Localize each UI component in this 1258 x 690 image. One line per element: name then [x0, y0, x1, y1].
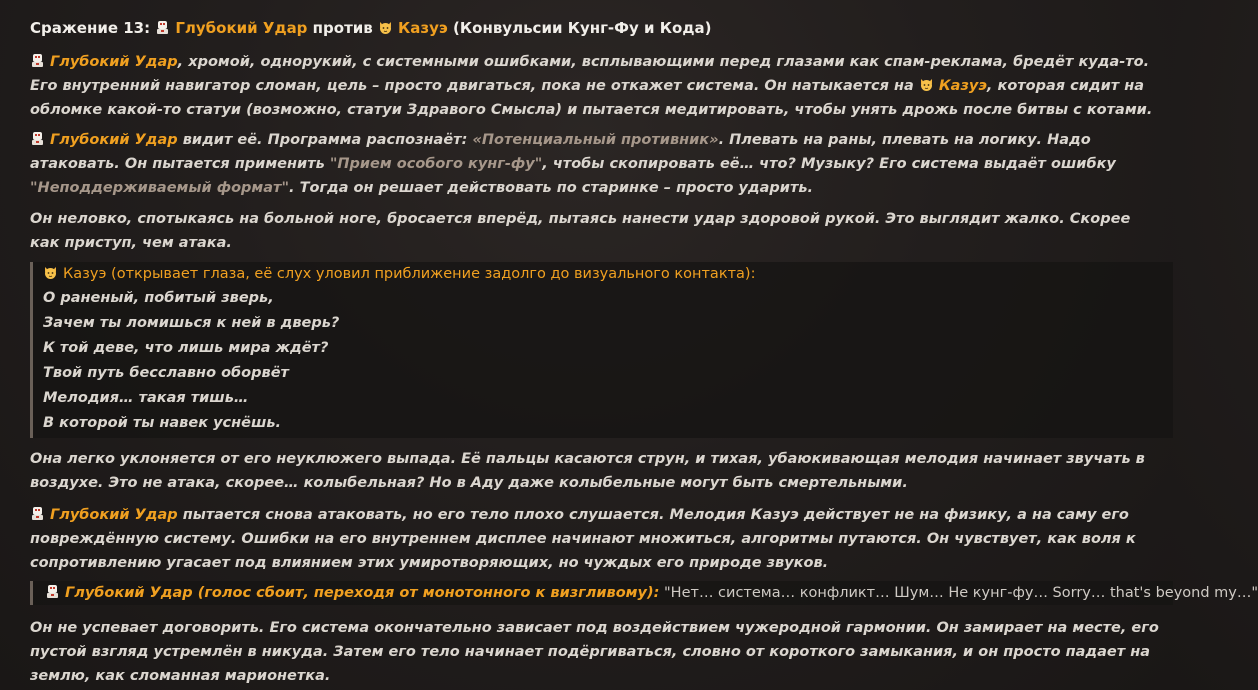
cat-icon — [43, 264, 58, 279]
paragraph-text: , хромой, однорукий, с системными ошибками, всплывающими перед глазами как спам-реклама, бредёт куда-то. Его внутренний навигатор сломан, цель – просто двигаться, пока не откажет система. Он натыкается на — [30, 54, 1150, 94]
robot-icon — [30, 52, 45, 67]
paragraph-1 — [30, 50, 1164, 122]
battle-subtitle: (Конвульсии Кунг-Фу и Кода) — [453, 19, 712, 37]
quoted-text: «Потенциальный противник» — [472, 132, 719, 148]
paragraph-text: видит её. Программа распознаёт: — [182, 132, 468, 148]
paragraph-6: Он не успевает договорить. Его система окончательно зависает под воздействием чужеродной гармонии. Он замирает на месте, его пустой взгляд устремлён в никуда. Затем его тело начинает подёргиваться, словно от короткого замыкания, и он просто падает на землю, как сломанная марионетка. — [30, 620, 1159, 684]
song-block — [30, 262, 1173, 438]
song-line: Зачем ты ломишься к ней в дверь? — [43, 315, 340, 331]
fighter1-name: Глубокий Удар — [175, 19, 308, 37]
paragraph-text: , которая сидит на обломке какой-то статуи (возможно, статуи Здравого Смысла) и пытается медитировать, чтобы унять дрожь после битвы с котами. — [30, 78, 1153, 118]
paragraph-4: Она легко уклоняется от его неуклюжего выпада. Её пальцы касаются струн, и тихая, убаюкивающая мелодия начинает звучать в воздухе. Это не атака, скорее… колыбельная? Но в Аду даже колыбельные могут быть смертельными. — [30, 451, 1145, 491]
cat-icon — [919, 76, 934, 91]
song-line: В которой ты навек уснёшь. — [43, 415, 282, 431]
versus-label: против — [312, 19, 373, 37]
paragraph-5 — [30, 503, 1164, 575]
paragraph-text: . Тогда он решает действовать по старинке – просто ударить. — [289, 180, 814, 196]
battle-number: Сражение 13: — [30, 19, 151, 37]
speech-block — [30, 581, 1258, 605]
paragraph-text: пытается снова атаковать, но его тело плохо слушается. Мелодия Казуэ действует не на физику, а на саму его повреждённую систему. Ошибки на его внутреннем дисплее начинают множиться, алгоритмы путаются. Он чувствует, как воля к сопротивлению угасает под влиянием этих умиротворяющих, но чуждых его природе звуков. — [30, 507, 1136, 571]
fighter1-mention: Глубокий Удар — [50, 132, 178, 148]
song-line: К той деве, что лишь мира ждёт? — [43, 340, 329, 356]
song-line: Твой путь бесславно оборвёт — [43, 365, 289, 381]
song-line: Мелодия… такая тишь… — [43, 390, 249, 406]
paragraph-3: Он неловко, спотыкаясь на больной ноге, бросается вперёд, пытаясь нанести удар здоровой рукой. Это выглядит жалко. Скорее как приступ, чем атака. — [30, 211, 1131, 251]
paragraph-text: . Плевать на раны, плевать на логику. Надо атаковать. Он пытается применить — [30, 132, 1091, 172]
robot-icon — [45, 583, 60, 598]
robot-icon — [30, 130, 45, 145]
fighter2-mention: Казуэ — [938, 78, 987, 94]
fighter2-name: Казуэ — [398, 19, 448, 37]
quoted-text: "Прием особого кунг-фу" — [329, 156, 543, 172]
song-line: О раненый, побитый зверь, — [43, 290, 274, 306]
robot-icon — [30, 505, 45, 520]
paragraph-text: , чтобы скопировать её… что? Музыку? Его система выдаёт ошибку — [542, 156, 1116, 172]
song-heading: Казуэ (открывает глаза, её слух уловил приближение задолго до визуального контакта): — [63, 266, 756, 282]
speech-speaker: Глубокий Удар (голос сбоит, переходя от монотонного к визгливому): — [65, 585, 660, 601]
battle-title — [30, 16, 711, 40]
fighter1-mention: Глубокий Удар — [50, 507, 178, 523]
fighter1-mention: Глубокий Удар — [50, 54, 178, 70]
song-head — [33, 262, 1173, 286]
speech-text: "Нет… система… конфликт… Шум… Не кунг-фу… Sorry… that's beyond my…" — [664, 585, 1258, 601]
cat-icon — [378, 18, 393, 33]
paragraph-2 — [30, 128, 1164, 200]
quoted-text: "Неподдерживаемый формат" — [30, 180, 290, 196]
robot-icon — [155, 18, 170, 33]
